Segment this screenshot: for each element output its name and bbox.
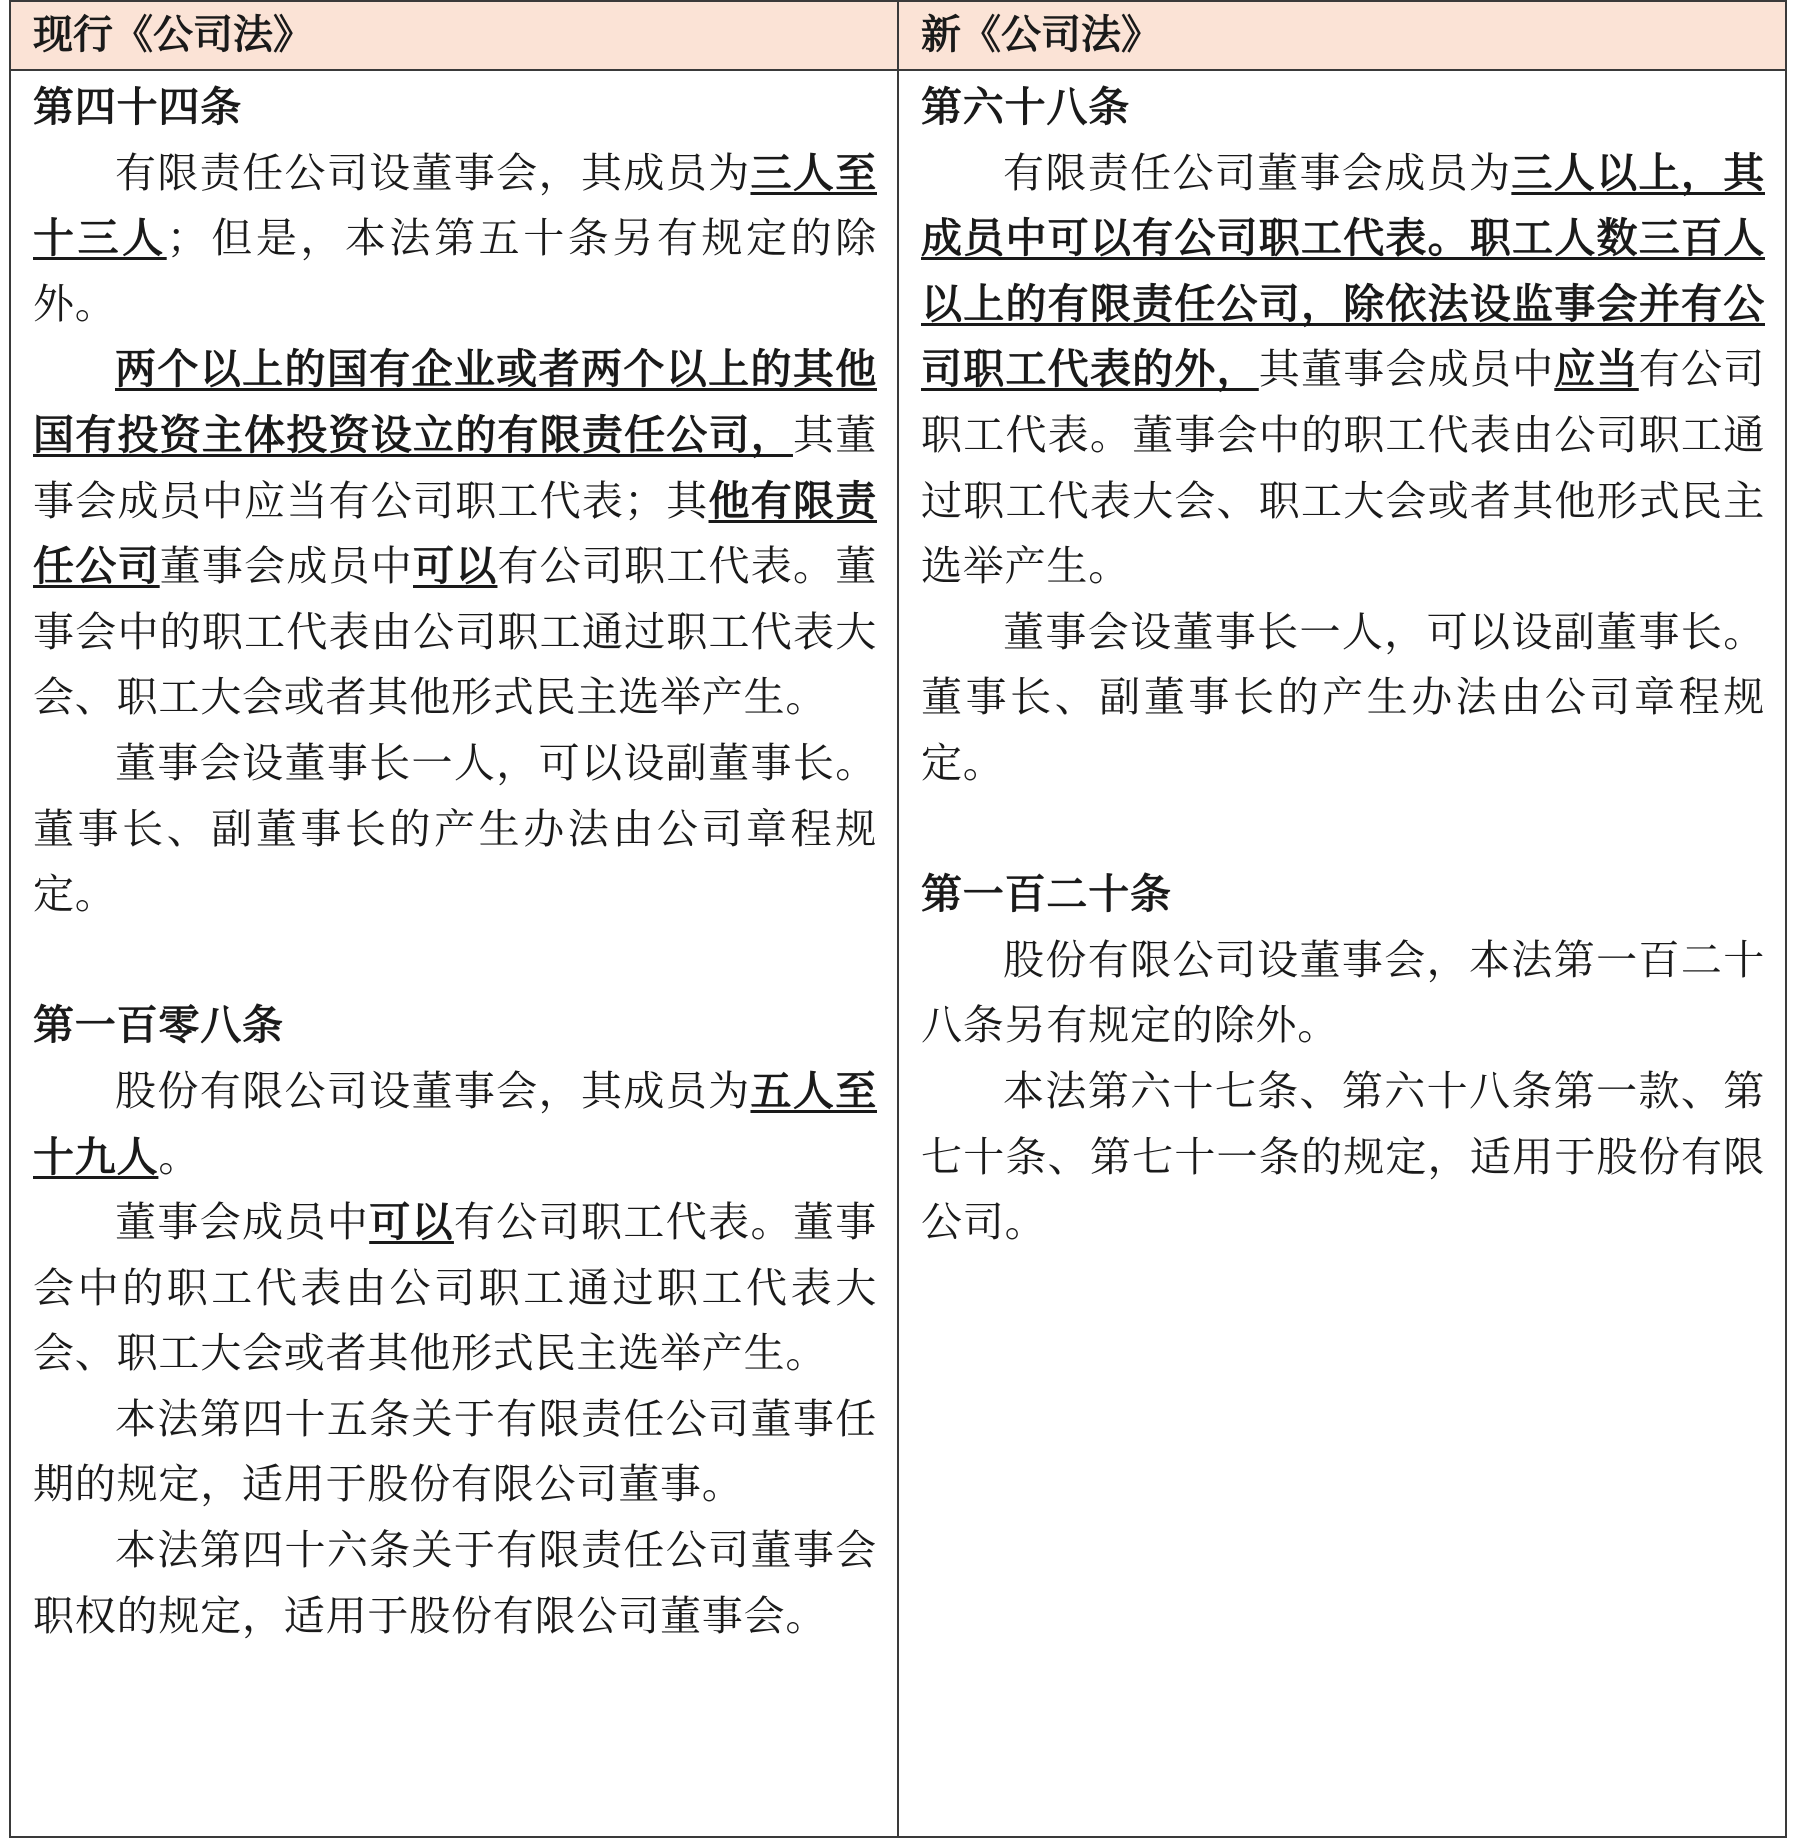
- paragraph: [33, 1059, 877, 1190]
- amended-text: 两个以上的国有企业或者两个以上的其他国有投资主体投资设立的有限责任公司，: [33, 345, 877, 459]
- law-comparison-table: [9, 0, 1787, 1838]
- article-title: 第六十八条: [921, 83, 1130, 131]
- text-run: 董事会成员中: [159, 542, 413, 591]
- spacer: [33, 928, 877, 994]
- text-run: 董事会设董事长一人，可以设副董事长。董事长、副董事长的产生办法由公司章程规定。: [921, 607, 1765, 787]
- amended-text: 可以: [413, 542, 498, 591]
- text-run: 有公司职工代表。董事会中的职工代表由公司职工通过职工代表大会、职工大会或者其他形式民主选举产生。: [33, 1198, 877, 1378]
- paragraph: [33, 1387, 877, 1518]
- amended-text: 应当: [1554, 345, 1639, 394]
- text-run: 董事会成员中: [115, 1198, 370, 1247]
- current-law-column: [10, 70, 898, 1837]
- header-current-law: 现行《公司法》: [10, 1, 898, 70]
- text-run: 有限责任公司董事会成员为: [1003, 148, 1512, 197]
- paragraph: [33, 141, 877, 338]
- text-run: 股份有限公司设董事会，其成员为: [115, 1066, 751, 1115]
- amended-text: 他有限责任公司: [33, 476, 877, 591]
- article-title: 第一百二十条: [921, 870, 1172, 919]
- amended-text: 三人至十三人: [33, 148, 877, 263]
- text-run: 其董事会成员中: [1258, 345, 1555, 394]
- text-run: 本法第四十五条关于有限责任公司董事任期的规定，适用于股份有限公司董事。: [33, 1394, 877, 1509]
- text-run: 本法第六十七条、第六十八条第一款、第七十条、第七十一条的规定，适用于股份有限公司。: [921, 1066, 1765, 1247]
- text-run: 有公司职工代表。董事会中的职工代表由公司职工通过职工代表大会、职工大会或者其他形式民主选举产生。: [33, 542, 878, 722]
- paragraph: [921, 600, 1765, 797]
- article-title: 第四十四条: [33, 83, 242, 131]
- amended-text: 三人以上，其成员中可以有公司职工代表。职工人数三百人以上的有限责任公司，除依法设监事会并有公司职工代表的外，: [921, 148, 1765, 394]
- article-title: 第一百零八条: [33, 1001, 284, 1050]
- paragraph: [33, 731, 877, 928]
- spacer: [921, 797, 1765, 863]
- text-run: 。: [158, 1132, 201, 1181]
- text-run: 股份有限公司设董事会，本法第一百二十八条另有规定的除外。: [921, 935, 1765, 1050]
- paragraph: [921, 1059, 1765, 1256]
- text-run: 本法第四十六条关于有限责任公司董事会职权的规定，适用于股份有限公司董事会。: [33, 1526, 877, 1640]
- amended-text: 可以: [369, 1198, 454, 1247]
- header-new-law: 新《公司法》: [898, 1, 1786, 70]
- text-run: 有限责任公司设董事会，其成员为: [115, 148, 751, 197]
- body-row: [10, 70, 1786, 1837]
- amended-text: 五人至十九人: [33, 1066, 877, 1181]
- text-run: ；但是，本法第五十条另有规定的除外。: [33, 214, 877, 328]
- paragraph: [33, 1518, 877, 1649]
- header-row: [10, 1, 1786, 70]
- text-run: 其董事会成员中应当有公司职工代表；其: [33, 410, 877, 525]
- paragraph: [33, 1190, 877, 1387]
- paragraph: [33, 337, 877, 731]
- paragraph: [921, 928, 1765, 1059]
- paragraph: [921, 141, 1765, 600]
- text-run: 董事会设董事长一人，可以设副董事长。董事长、副董事长的产生办法由公司章程规定。: [33, 738, 877, 919]
- new-law-column: [898, 70, 1786, 1837]
- text-run: 有公司职工代表。董事会中的职工代表由公司职工通过职工代表大会、职工大会或者其他形式民主选举产生。: [921, 345, 1766, 591]
